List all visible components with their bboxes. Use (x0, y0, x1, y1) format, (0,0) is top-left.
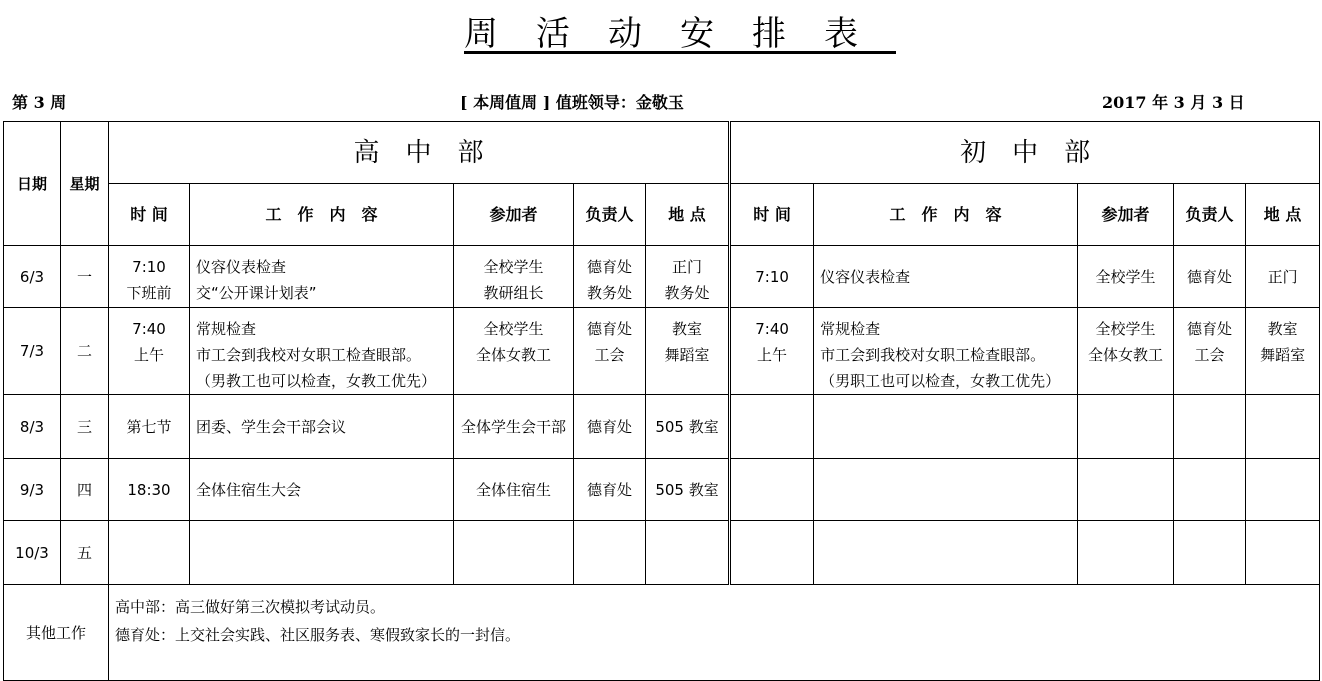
header-senior-time: 时 间 (109, 184, 190, 246)
senior-participants-cell (454, 308, 574, 395)
row-weekday: 一 (61, 246, 109, 308)
senior-content-text: 市工会到我校对女职工检查眼部。 (196, 346, 422, 364)
row-date: 6/3 (4, 246, 61, 308)
senior-time-cell (109, 521, 190, 585)
senior-time-cell (109, 395, 190, 459)
junior-responsible-cell (1174, 246, 1246, 308)
senior-content-text: 全体住宿生大会 (196, 480, 302, 499)
senior-participants-text: 全体女教工 (475, 346, 551, 364)
senior-participants-cell (454, 395, 574, 459)
header-senior-responsible: 负责人 (574, 184, 646, 246)
junior-responsible-cell (1174, 521, 1246, 585)
junior-content-text: 常规检查 (820, 320, 881, 338)
page-title: 周活动安排表 (464, 14, 896, 54)
header-senior-location: 地 点 (646, 184, 730, 246)
header-junior-location: 地 点 (1246, 184, 1320, 246)
senior-content-cell (190, 246, 454, 308)
senior-participants-text: 全体学生会干部 (460, 417, 566, 436)
junior-content-text: （男职工也可以检查，女教工优先） (820, 372, 1061, 390)
senior-location-text: 教务处 (664, 284, 710, 302)
junior-content-text: 仪容仪表检查 (820, 267, 911, 286)
senior-responsible-text: 教务处 (586, 284, 632, 302)
junior-participants-text: 全校学生 (1095, 267, 1156, 286)
senior-content-text: 交“公开课计划表” (196, 284, 317, 302)
senior-responsible-text: 工会 (594, 346, 625, 364)
header-junior-time: 时 间 (730, 184, 814, 246)
schedule-table (3, 121, 1320, 681)
header-junior-responsible: 负责人 (1174, 184, 1246, 246)
junior-responsible-text: 德育处 (1187, 320, 1233, 338)
senior-participants-cell (454, 521, 574, 585)
junior-participants-cell (1078, 459, 1174, 521)
senior-location-cell (646, 395, 730, 459)
other-work-label: 其他工作 (4, 585, 109, 681)
header-junior-department: 初 中 部 (730, 122, 1320, 184)
senior-location-text: 舞蹈室 (664, 346, 710, 364)
junior-content-cell (814, 395, 1078, 459)
senior-location-cell (646, 308, 730, 395)
senior-time-text: 上午 (133, 346, 164, 364)
junior-participants-text: 全校学生 (1095, 320, 1156, 338)
senior-location-cell (646, 459, 730, 521)
row-date: 9/3 (4, 459, 61, 521)
other-work-content (109, 585, 1320, 681)
junior-location-text: 教室 (1267, 320, 1298, 338)
senior-content-text: 团委、学生会干部会议 (196, 417, 347, 436)
senior-location-cell (646, 521, 730, 585)
row-weekday: 四 (61, 459, 109, 521)
junior-time-text: 上午 (757, 346, 788, 364)
senior-participants-text: 全校学生 (483, 320, 544, 338)
senior-location-text: 505 教室 (655, 480, 719, 499)
junior-location-cell (1246, 308, 1320, 395)
junior-time-cell (730, 521, 814, 585)
senior-time-text: 第七节 (126, 417, 172, 436)
row-date: 10/3 (4, 521, 61, 585)
junior-participants-cell (1078, 308, 1174, 395)
duty-leader: [ 本周值周 ] 值班领导：金敬玉 (460, 93, 684, 112)
row-date: 7/3 (4, 308, 61, 395)
junior-location-cell (1246, 246, 1320, 308)
junior-time-cell (730, 246, 814, 308)
table-row (4, 459, 1320, 521)
senior-content-text: 仪容仪表检查 (196, 258, 287, 276)
other-work-line: 德育处：上交社会实践、社区服务表、寒假致家长的一封信。 (115, 626, 521, 644)
senior-time-text: 下班前 (126, 284, 172, 302)
junior-time-text: 7:10 (755, 267, 789, 286)
senior-participants-cell (454, 246, 574, 308)
junior-responsible-cell (1174, 308, 1246, 395)
header-junior-participants: 参加者 (1078, 184, 1174, 246)
senior-time-text: 18:30 (127, 480, 171, 499)
senior-time-text: 7:10 (132, 258, 166, 276)
junior-participants-text: 全体女教工 (1088, 346, 1164, 364)
senior-responsible-cell (574, 246, 646, 308)
senior-content-cell (190, 308, 454, 395)
junior-location-text: 舞蹈室 (1260, 346, 1306, 364)
junior-time-cell (730, 308, 814, 395)
senior-responsible-cell (574, 395, 646, 459)
table-row (4, 246, 1320, 308)
senior-location-text: 正门 (672, 258, 703, 276)
junior-location-cell (1246, 395, 1320, 459)
senior-time-cell (109, 459, 190, 521)
senior-participants-cell (454, 459, 574, 521)
senior-responsible-text: 德育处 (586, 258, 632, 276)
junior-responsible-cell (1174, 395, 1246, 459)
header-weekday: 星期 (61, 122, 109, 246)
header-junior-content: 工 作 内 容 (814, 184, 1078, 246)
senior-participants-text: 全校学生 (483, 258, 544, 276)
junior-participants-cell (1078, 521, 1174, 585)
row-weekday: 三 (61, 395, 109, 459)
junior-content-cell (814, 246, 1078, 308)
header-senior-participants: 参加者 (454, 184, 574, 246)
header-senior-content: 工 作 内 容 (190, 184, 454, 246)
senior-content-cell (190, 459, 454, 521)
senior-content-cell (190, 521, 454, 585)
table-row (4, 308, 1320, 395)
senior-participants-text: 教研组长 (483, 284, 544, 302)
senior-responsible-text: 德育处 (586, 417, 632, 436)
junior-responsible-cell (1174, 459, 1246, 521)
junior-location-cell (1246, 459, 1320, 521)
junior-responsible-text: 德育处 (1187, 267, 1233, 286)
senior-time-text: 7:40 (132, 320, 166, 338)
junior-location-cell (1246, 521, 1320, 585)
other-work-line: 高中部：高三做好第三次模拟考试动员。 (115, 598, 386, 616)
junior-location-text: 正门 (1267, 267, 1298, 286)
senior-responsible-cell (574, 521, 646, 585)
junior-content-cell (814, 308, 1078, 395)
senior-content-text: 常规检查 (196, 320, 257, 338)
senior-responsible-cell (574, 308, 646, 395)
senior-responsible-text: 德育处 (586, 320, 632, 338)
row-weekday: 二 (61, 308, 109, 395)
senior-location-cell (646, 246, 730, 308)
table-row (4, 395, 1320, 459)
junior-time-cell (730, 459, 814, 521)
senior-location-text: 505 教室 (655, 417, 719, 436)
row-date: 8/3 (4, 395, 61, 459)
senior-content-cell (190, 395, 454, 459)
senior-time-cell (109, 246, 190, 308)
junior-content-text: 市工会到我校对女职工检查眼部。 (820, 346, 1046, 364)
junior-participants-cell (1078, 395, 1174, 459)
document-date: 2017 年 3 月 3 日 (1102, 93, 1245, 112)
senior-responsible-text: 德育处 (586, 480, 632, 499)
junior-time-cell (730, 395, 814, 459)
senior-content-text: （男教工也可以检查，女教工优先） (196, 372, 437, 390)
junior-content-cell (814, 459, 1078, 521)
row-weekday: 五 (61, 521, 109, 585)
table-row (4, 521, 1320, 585)
senior-location-text: 教室 (672, 320, 703, 338)
junior-content-cell (814, 521, 1078, 585)
week-number: 第 3 周 (12, 93, 67, 112)
senior-responsible-cell (574, 459, 646, 521)
header-senior-department: 高 中 部 (109, 122, 730, 184)
junior-responsible-text: 工会 (1194, 346, 1225, 364)
header-date: 日期 (4, 122, 61, 246)
junior-participants-cell (1078, 246, 1174, 308)
junior-time-text: 7:40 (755, 320, 789, 338)
senior-participants-text: 全体住宿生 (475, 480, 551, 499)
senior-time-cell (109, 308, 190, 395)
